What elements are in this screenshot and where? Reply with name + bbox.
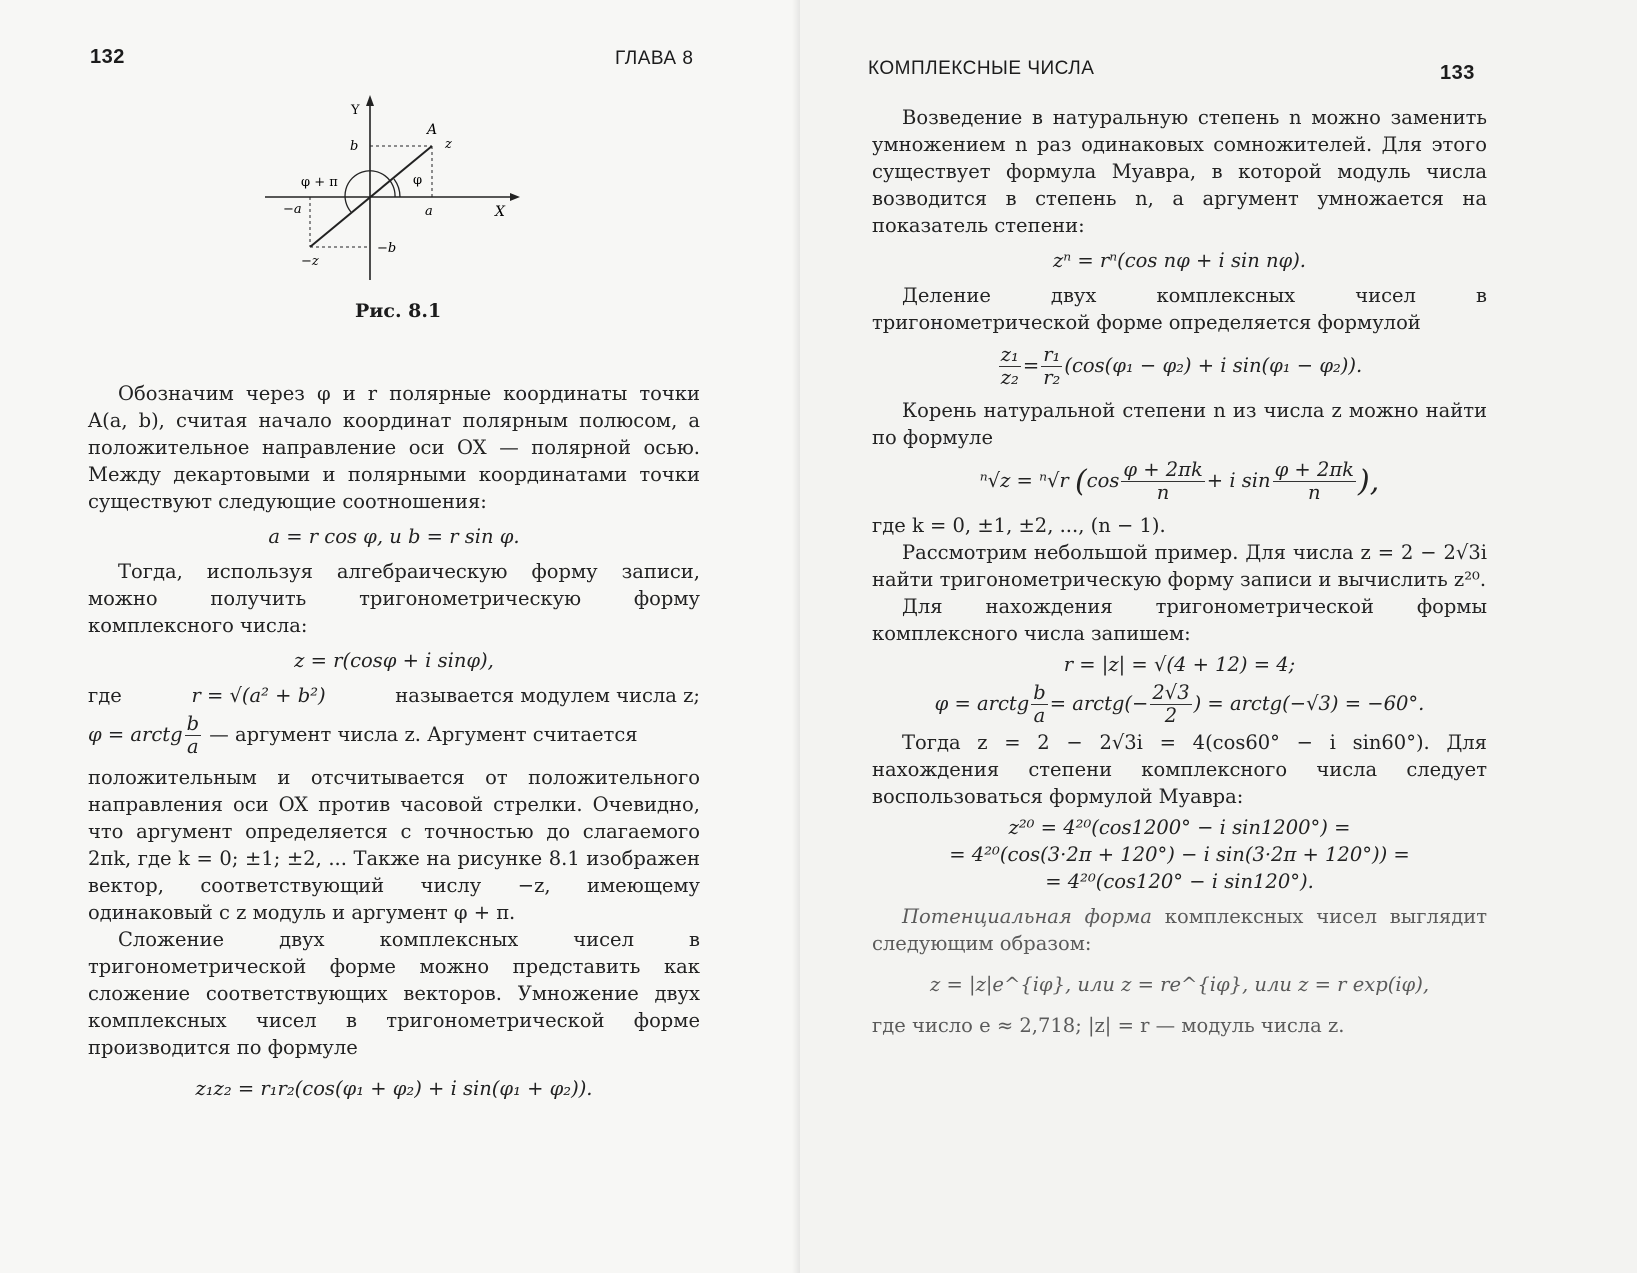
label-z: z (445, 137, 452, 152)
left-paragraph-3 (88, 682, 700, 709)
r1: r₁ (1043, 343, 1061, 366)
right-paragraph-2: Деление двух комплексных чисел в тригонометрической форме определяется формулой (872, 284, 1487, 334)
label-a: a (425, 204, 433, 219)
running-head-right: КОМПЛЕКСНЫЕ ЧИСЛА (868, 58, 1095, 79)
right-paragraph-1: Возведение в натуральную степень n можно заменить умножением n раз одинаковых сомножителей. Для этого существует формула Муавра, в которой модуль числа возводится в степень n, а аргумент умножается на показатель степени: (872, 106, 1487, 237)
root-isin: + i sin (1206, 469, 1271, 492)
left-paragraph-4 (88, 713, 700, 758)
z2: z₂ (1000, 366, 1019, 389)
right-page (800, 0, 1637, 1273)
label-minus-z: −z (301, 254, 319, 269)
potential-form-term: Потенциальная форма (902, 905, 1152, 928)
page-number-left: 132 (90, 46, 125, 68)
where-word: где (88, 684, 122, 707)
arg-den-2: 2 (1164, 704, 1178, 727)
root-fraction-2 (1273, 459, 1356, 504)
left-page (0, 0, 800, 1273)
right-paragraph-7: Тогда z = 2 − 2√3i = 4(cos60° − i sin60°). Для нахождения степени комплексного числа следует воспользоваться формулой Муавра: (872, 731, 1487, 808)
y-axis-arrow (366, 95, 374, 106)
fraction-denominator: a (187, 735, 199, 758)
arg-part-b: = arctg(− (1049, 692, 1149, 715)
arg-num-2: 2√3 (1152, 681, 1190, 704)
formula-division: $\frac{\text{z₁}}{\text{z₂}}$ = $\frac{\text{r₁}}{\text{r₂}}$ (cos(φ₁ − φ₂) + i sin(φ₁ − φ₂)). (1000, 343, 1363, 389)
arg-fraction-2 (1150, 682, 1191, 727)
label-a-point: A (427, 122, 438, 138)
r2: r₂ (1043, 366, 1061, 389)
label-minus-b: −b (377, 241, 397, 256)
fraction-numerator: b (186, 712, 200, 735)
running-head-left: ГЛАВА 8 (615, 48, 694, 69)
arg-part-a: φ = arctg (934, 692, 1030, 715)
formula-power-3: = 4²⁰(cos120° − i sin120°). (1045, 870, 1314, 893)
arg-num-1: b (1033, 681, 1046, 704)
page-number-right: 133 (1440, 62, 1475, 84)
formula-multiplication: z₁z₂ = r₁r₂(cos(φ₁ + φ₂) + i sin(φ₁ + φ₂)). (195, 1077, 593, 1100)
label-phi-pi: φ + π (301, 175, 338, 190)
right-paragraph-8 (872, 903, 1487, 957)
arg-part-c: ) = arctg(−√3) = −60°. (1193, 692, 1425, 715)
label-minus-a: −a (283, 202, 302, 217)
formula-power-2: = 4²⁰(cos(3·2π + 120°) − i sin(3·2π + 120°)) = (949, 843, 1410, 866)
right-paragraph-4: где k = 0, ±1, ±2, ..., (n − 1). (872, 514, 1166, 537)
potential-form-text: комплексных чисел выглядит следующим образом: (872, 905, 1487, 955)
figure-8-1 (255, 90, 525, 290)
fraction-b-over-a (185, 713, 201, 758)
formula-modulus-example: r = |z| = √(4 + 12) = 4; (1063, 653, 1296, 676)
root-den-1: n (1156, 481, 1170, 504)
left-text-block (88, 380, 700, 1110)
figure-caption: Рис. 8.1 (355, 300, 442, 322)
x-axis-arrow (510, 193, 520, 201)
root-end: ), (1358, 464, 1380, 499)
argument-text: — аргумент числа z. Аргумент считается (209, 723, 638, 746)
label-b: b (350, 139, 359, 154)
z1: z₁ (1000, 343, 1019, 366)
right-paragraph-5: Рассмотрим небольшой пример. Для числа z = 2 − 2√3i найти тригонометрическую форму записи и вычислить z²⁰. (872, 541, 1487, 591)
root-num-2: φ + 2πk (1274, 458, 1354, 481)
label-y: Y (351, 103, 360, 118)
left-paragraph-5: положительным и отсчитывается от положительного направления оси OX против часовой стрелки. Очевидно, что аргумент определяется с точностью до слагаемого 2πk, где k = 0; ±1; ±2, ... Также на рисунке 8.1 изображен вектор, соответствующий числу −z, имеющему одинаковый с z модуль и аргумент φ + π. (88, 766, 700, 924)
root-den-2: n (1308, 481, 1321, 504)
formula-argument: φ = arctg (88, 723, 183, 746)
fraction-r1-r2 (1041, 344, 1062, 389)
formula-root: ⁿ√z = ⁿ√r (cos $\frac{\varphi + 2\pi k}{n}$ + i sin $\frac{\varphi + 2\pi k}{n}$ ), (979, 458, 1380, 504)
left-paragraph-6: Сложение двух комплексных чисел в тригонометрической форме можно представить как сложение соответствующих векторов. Умножение двух комплексных чисел в тригонометрической форме производится по формуле (88, 928, 700, 1059)
left-paragraph-1: Обозначим через φ и r полярные координаты точки A(a, b), считая начало координат полярным полюсом, а положительное направление оси OX — полярной осью. Между декартовыми и полярными координатами точки существуют следующие соотношения: (88, 382, 700, 513)
division-rest: (cos(φ₁ − φ₂) + i sin(φ₁ − φ₂)). (1064, 354, 1363, 377)
right-text-block (872, 104, 1487, 1039)
label-phi: φ (413, 173, 423, 188)
left-paragraph-2: Тогда, используя алгебраическую форму записи, можно получить тригонометрическую форму комплексного числа: (88, 560, 700, 637)
formula-argument-example (872, 682, 1487, 727)
formula-power-1: z²⁰ = 4²⁰(cos1200° − i sin1200°) = (1008, 816, 1351, 839)
fraction-z1-z2 (999, 344, 1021, 389)
root-num-1: φ + 2πk (1123, 458, 1203, 481)
formula-cartesian-polar: a = r cos φ, и b = r sin φ. (268, 525, 520, 548)
formula-de-moivre: zⁿ = rⁿ(cos nφ + i sin nφ). (1052, 249, 1306, 272)
root-fraction-1 (1121, 459, 1204, 504)
modulus-text: называется модулем числа z; (395, 684, 700, 707)
right-paragraph-6: Для нахождения тригонометрической формы комплексного числа запишем: (872, 595, 1487, 645)
formula-modulus: r = √(a² + b²) (191, 684, 326, 707)
right-paragraph-9: где число e ≈ 2,718; |z| = r — модуль числа z. (872, 1014, 1345, 1037)
arg-den-1: a (1033, 704, 1046, 727)
formula-exponential: z = |z|e^{iφ}, или z = re^{iφ}, или z = r exp(iφ), (929, 973, 1430, 996)
root-cos: cos (1086, 469, 1120, 492)
formula-trig-form: z = r(cosφ + i sinφ), (294, 649, 494, 672)
root-lhs: ⁿ√z = ⁿ√r (979, 469, 1069, 492)
arg-fraction-1 (1031, 682, 1047, 727)
right-paragraph-3: Корень натуральной степени n из числа z можно найти по формуле (872, 399, 1487, 449)
label-x: X (495, 204, 505, 220)
